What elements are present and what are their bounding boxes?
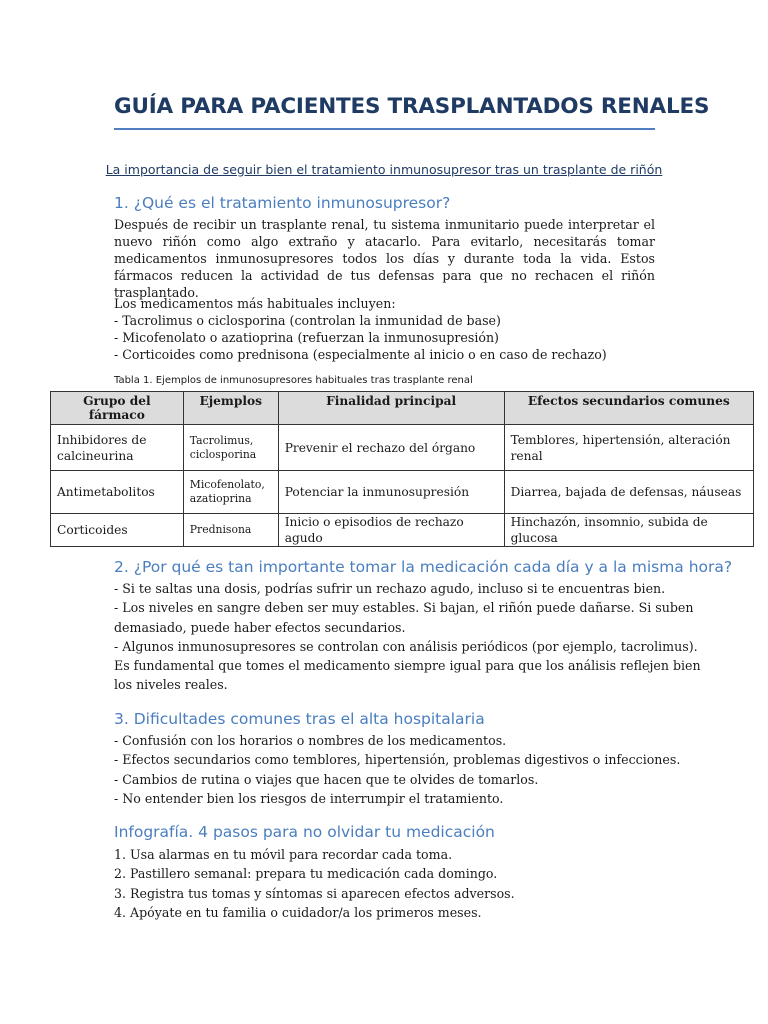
table-row [51,514,754,547]
table-cell: Prednisona [183,514,278,547]
section-3-list [114,731,681,808]
text-line: - Si te saltas una dosis, podrías sufrir un rechazo agudo, incluso si te encuentras bien. [114,581,666,596]
list-item: - Efectos secundarios como temblores, hipertensión, problemas digestivos o infecciones. [114,752,681,768]
list-item: - No entender bien los riesgos de interrumpir el tratamiento. [114,790,504,806]
table-header-cell: Efectos secundarios comunes [504,392,753,425]
list-item: 3. Registra tus tomas y síntomas si aparecen efectos adversos. [114,885,515,901]
list-item: - Confusión con los horarios o nombres de los medicamentos. [114,733,507,748]
list-item: 2. Pastillero semanal: prepara tu medicación cada domingo. [114,866,498,882]
list-intro: Los medicamentos más habituales incluyen: [114,296,396,311]
list-item: - Micofenolato o azatioprina (refuerzan la inmunosupresión) [114,330,499,345]
table-row [51,425,754,471]
text-line: - Algunos inmunosupresores se controlan con análisis periódicos (por ejemplo, tacrolimus). [114,638,698,654]
table-cell: Antimetabolitos [51,471,184,514]
table-caption: Tabla 1. Ejemplos de inmunosupresores habituales tras trasplante renal [114,375,473,386]
list-item: 4. Apóyate en tu familia o cuidador/a los primeros meses. [114,904,482,920]
section-2-heading: 2. ¿Por qué es tan importante tomar la medicación cada día y a la misma hora? [114,558,733,576]
list-item: - Corticoides como prednisona (especialmente al inicio o en caso de rechazo) [114,347,607,362]
document-title: GUÍA PARA PACIENTES TRASPLANTADOS RENALES [114,94,710,119]
text-line: los niveles reales. [114,677,228,693]
table-cell: Prevenir el rechazo del órgano [278,425,504,471]
section-1-heading: 1. ¿Qué es el tratamiento inmunosupresor? [114,194,451,212]
section-3-heading: 3. Dificultades comunes tras el alta hospitalaria [114,710,485,728]
table-cell: Potenciar la inmunosupresión [278,471,504,514]
table-header-row [51,392,754,425]
immunosuppressants-table [50,391,754,547]
table-cell: Inhibidores de calcineurina [51,425,184,471]
list-item: - Cambios de rutina o viajes que hacen que te olvides de tomarlos. [114,771,539,787]
infographic-steps-list [114,845,674,922]
table-header-cell: Grupo del fármaco [51,392,184,425]
table-cell: Hinchazón, insomnio, subida de glucosa [504,514,753,547]
table-cell: Diarrea, bajada de defensas, náuseas [504,471,753,514]
text-line: - Los niveles en sangre deben ser muy estables. Si bajan, el riñón puede dañarse. Si suben [114,600,694,616]
table-cell: Inicio o episodios de rechazo agudo [278,514,504,547]
document-subtitle[interactable]: La importancia de seguir bien el tratamiento inmunosupresor tras un trasplante de riñón [105,162,663,177]
section-1-paragraph: Después de recibir un trasplante renal, tu sistema inmunitario puede interpretar el nuevo riñón como algo extraño y atacarlo. Para evitarlo, necesitarás tomar medicamentos inmunosupresores todos los días y durante toda la vida. Estos fármacos reducen la actividad de tus defensas para que no rechacen el riñón trasplantado. [114,217,655,300]
section-1-medication-list [114,295,674,363]
section-2-text [114,579,701,695]
table-cell: Micofenolato, azatioprina [183,471,278,514]
table-header-cell: Finalidad principal [278,392,504,425]
text-line: Es fundamental que tomes el medicamento siempre igual para que los análisis reflejen bien [114,658,701,674]
table-header-cell: Ejemplos [183,392,278,425]
list-item: - Tacrolimus o ciclosporina (controlan la inmunidad de base) [114,313,501,328]
table-cell: Tacrolimus, ciclosporina [183,425,278,471]
table-cell: Temblores, hipertensión, alteración renal [504,425,753,471]
infographic-heading: Infografía. 4 pasos para no olvidar tu medicación [114,823,495,841]
title-underline-rule [114,128,655,130]
table-cell: Corticoides [51,514,184,547]
list-item: 1. Usa alarmas en tu móvil para recordar cada toma. [114,847,453,862]
table-row [51,471,754,514]
text-line: demasiado, puede haber efectos secundarios. [114,619,406,635]
